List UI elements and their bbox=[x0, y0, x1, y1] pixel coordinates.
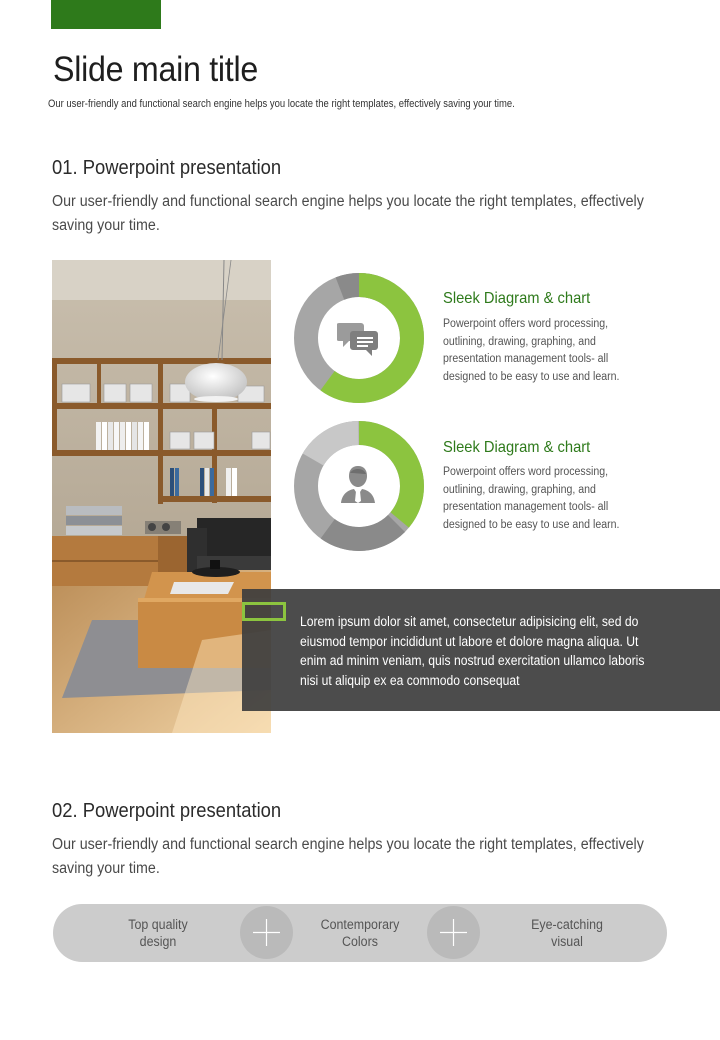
section-1-description: Our user-friendly and functional search engine helps you locate the right templates, effectively saving your time. bbox=[52, 193, 644, 234]
person-icon bbox=[339, 464, 377, 504]
section-2-description: Our user-friendly and functional search engine helps you locate the right templates, effectively saving your time. bbox=[52, 836, 644, 877]
diagram-2-text: Powerpoint offers word processing, outlining, drawing, graphing, and presentation management tools- all designed to be easy to use and learn. bbox=[443, 466, 620, 531]
chat-bubbles-icon bbox=[337, 319, 379, 357]
living-room-photo bbox=[52, 260, 271, 733]
feature-label-2: Contemporary Colors bbox=[320, 917, 400, 949]
section-2-title: 02. Powerpoint presentation bbox=[52, 800, 282, 822]
accent-bar bbox=[51, 0, 161, 29]
plus-icon bbox=[427, 906, 480, 959]
feature-label-1: Top quality design bbox=[128, 917, 188, 949]
callout-text: Lorem ipsum dolor sit amet, consectetur adipisicing elit, sed do eiusmod tempor incididunt ut labore et dolore magna aliqua. Ut enim ad minim veniam, quis nostrud exercitation ullamco laboris nisi ut aliquip ex ea commodo consequat bbox=[300, 614, 645, 688]
page-subtitle: Our user-friendly and functional search engine helps you locate the right templates, effectively saving your time. bbox=[48, 98, 515, 110]
diagram-2-title: Sleek Diagram & chart bbox=[443, 439, 591, 456]
diagram-1-text: Powerpoint offers word processing, outlining, drawing, graphing, and presentation management tools- all designed to be easy to use and learn. bbox=[443, 318, 620, 383]
feature-label-3: Eye-catching visual bbox=[531, 917, 603, 949]
page-title: Slide main title bbox=[53, 50, 258, 89]
diagram-1-title: Sleek Diagram & chart bbox=[443, 290, 591, 307]
callout-marker bbox=[242, 602, 286, 621]
section-1-title: 01. Powerpoint presentation bbox=[52, 157, 282, 179]
plus-icon bbox=[240, 906, 293, 959]
